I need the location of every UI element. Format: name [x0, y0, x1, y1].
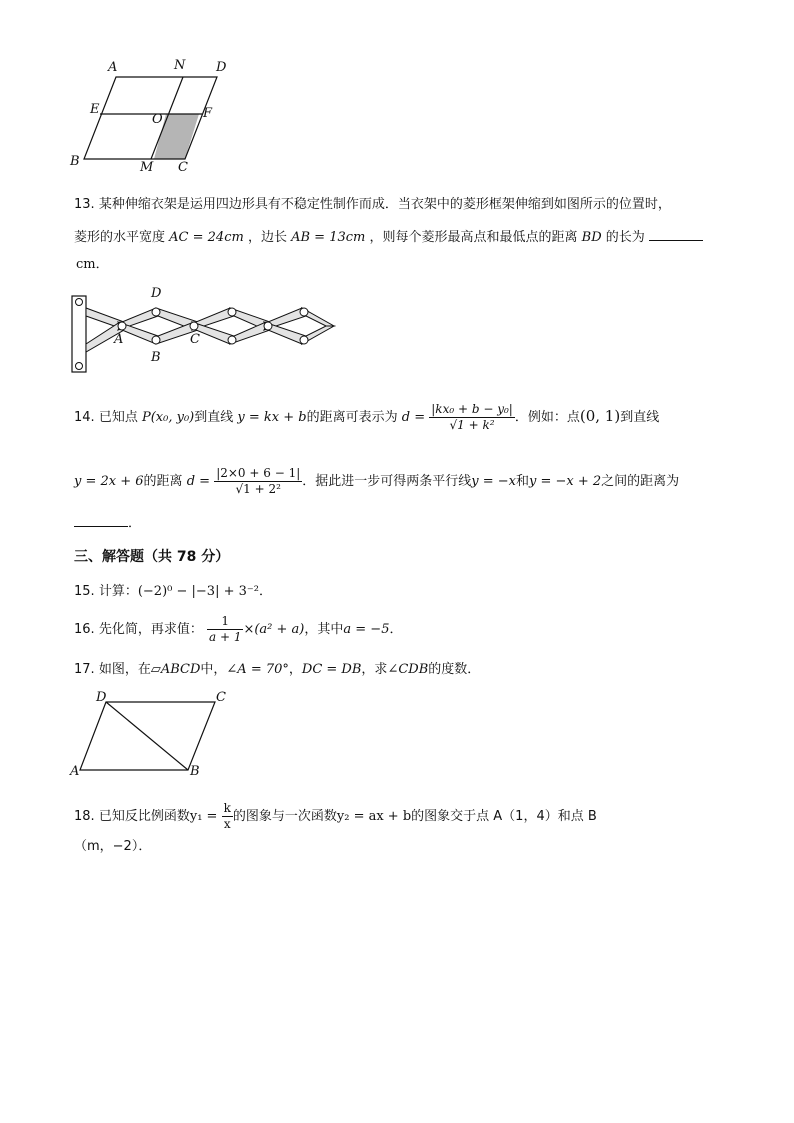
- q13-text-2a: 菱形的水平宽度: [74, 230, 166, 245]
- q16-number: 16.: [74, 622, 95, 637]
- label-m: M: [140, 160, 154, 175]
- abcd-label-d: D: [96, 690, 107, 705]
- q16-text: 先化简，再求值：: [98, 622, 203, 637]
- q17-ask-angle: ∠CDB: [387, 662, 429, 677]
- q14-example-point: (0, 1): [579, 407, 621, 425]
- q13-answer-blank[interactable]: [649, 228, 703, 241]
- q13-unit: cm．: [76, 257, 109, 272]
- q18-y2: y₂ = ax + b: [336, 809, 412, 824]
- q17-equality: DC = DB: [301, 662, 362, 677]
- q14-text-4: ．例如：点: [514, 410, 580, 425]
- hanger-label-a: A: [114, 332, 124, 347]
- q13-text-1: 某种伸缩衣架是运用四边形具有不稳定性制作而成．当衣架中的菱形框架伸缩到如图所示的位置时，: [98, 197, 671, 212]
- q14-text-3: 的距离可表示为: [306, 410, 398, 425]
- q18-text-2: 的图象与一次函数: [232, 809, 337, 824]
- q14-text-7: ．据此进一步可得两条平行线: [302, 474, 472, 489]
- q13-bd: BD: [581, 230, 602, 245]
- q14-line1: [74, 402, 659, 433]
- q15-end: ．: [258, 584, 272, 599]
- q14-formula-denominator: √1 + k²: [449, 418, 495, 432]
- q14-d2: d =: [186, 474, 211, 489]
- q16-end: ．: [389, 622, 403, 637]
- q14-text-9: 之间的距离为: [601, 474, 680, 489]
- q13-text-2c: ，则每个菱形最高点和最低点的距离: [369, 230, 578, 245]
- q14-example-denominator: √1 + 2²: [235, 482, 281, 496]
- q14-text-2: 到直线: [194, 410, 234, 425]
- q17: [74, 661, 480, 679]
- q15-text: 计算：: [98, 584, 138, 599]
- abcd-label-b: B: [190, 764, 200, 779]
- q17-text-3: ，求: [361, 662, 388, 677]
- q14-example-formula: [214, 466, 302, 497]
- q16-fraction-denominator: a + 1: [208, 630, 242, 644]
- q13-number: 13.: [74, 197, 95, 212]
- q14-text-5: 到直线: [620, 410, 660, 425]
- q13-text-2d: 的长为: [605, 230, 645, 245]
- q13-line2: [74, 228, 703, 247]
- label-f: F: [203, 106, 213, 121]
- label-a: A: [108, 60, 118, 75]
- q14-example-line: y = 2x + 6: [74, 474, 144, 489]
- q18-fraction-k: k: [223, 801, 231, 815]
- q15: [74, 583, 272, 601]
- hanger-label-b: B: [151, 350, 161, 365]
- figure-hanger: [70, 286, 350, 382]
- q14-distance-formula: [429, 402, 515, 433]
- q18-line1: [74, 801, 597, 832]
- figure-parallelogram-aoc: [70, 58, 240, 176]
- q18-text-1: 已知反比例函数: [98, 809, 190, 824]
- q18-text-3: 的图象交于点 A（1，4）和点 B: [411, 809, 597, 824]
- q16-fraction: [207, 614, 243, 645]
- q16-text-2: ，其中: [304, 622, 344, 637]
- q14-number: 14.: [74, 410, 95, 425]
- abcd-diagram: [70, 692, 240, 782]
- q18-point-b: （m，−2）．: [74, 839, 152, 854]
- q14-parallel-line-1: y = −x: [471, 474, 516, 489]
- q17-text-2: 中，: [200, 662, 227, 677]
- q14-answer-blank[interactable]: [74, 514, 128, 527]
- label-n: N: [174, 58, 186, 73]
- q14-text-6: 的距离: [143, 474, 183, 489]
- hanger-label-d: D: [151, 286, 162, 301]
- q13-ac: AC = 24cm: [169, 230, 244, 245]
- q18-line2: [74, 838, 151, 856]
- q15-expression: (−2)⁰ − |−3| + 3⁻²: [137, 584, 259, 599]
- q14-example-numerator: |2×0 + 6 − 1|: [216, 466, 301, 480]
- diagonal-db: [106, 702, 188, 770]
- q14-parallel-line-2: y = −x + 2: [529, 474, 602, 489]
- hanger-diagram: [70, 286, 350, 382]
- q16-expression: ×(a² + a): [243, 622, 305, 637]
- q16: [74, 614, 402, 645]
- q18-fraction-x: x: [223, 817, 231, 831]
- q17-abcd: ABCD: [160, 662, 201, 677]
- q18-fraction: [222, 801, 233, 832]
- q17-number: 17.: [74, 662, 95, 677]
- q17-sep: ，: [288, 662, 302, 677]
- label-o: O: [152, 112, 163, 127]
- label-b: B: [70, 154, 80, 169]
- q14-line-eq: y = kx + b: [237, 410, 307, 425]
- abcd-label-c: C: [216, 690, 226, 705]
- q14-line2: [74, 466, 679, 497]
- q17-text-4: 的度数．: [428, 662, 481, 677]
- q16-fraction-numerator: 1: [207, 614, 243, 630]
- q17-angle: ∠A = 70°: [226, 662, 289, 677]
- q13-ab: AB = 13cm: [291, 230, 366, 245]
- q14-formula-numerator: |kx₀ + b − y₀|: [431, 402, 513, 416]
- q14-d: d =: [401, 410, 426, 425]
- q13-text-2b: ，边长: [247, 230, 287, 245]
- q17-text: 如图，在▱: [98, 662, 161, 677]
- q14-line3: [74, 514, 141, 533]
- label-c: C: [178, 160, 188, 175]
- figure-parallelogram-abcd: [70, 692, 240, 782]
- q14-text-1: 已知点: [98, 410, 138, 425]
- q18-number: 18.: [74, 809, 95, 824]
- section-3-heading: 三、解答题（共 78 分）: [74, 549, 230, 565]
- q18-y1: y₁ =: [189, 809, 218, 824]
- q13-line3: [76, 256, 109, 274]
- q14-end: ．: [128, 516, 142, 531]
- q16-condition: a = −5: [343, 622, 390, 637]
- label-e: E: [90, 102, 100, 117]
- q13-line1: [74, 196, 671, 214]
- hanger-label-c: C: [190, 332, 200, 347]
- wall-bracket: [72, 296, 86, 372]
- q15-number: 15.: [74, 584, 95, 599]
- abcd-label-a: A: [70, 764, 80, 779]
- q14-point-p: P(x₀, y₀): [141, 410, 195, 425]
- q14-text-8: 和: [516, 474, 530, 489]
- label-d: D: [216, 60, 227, 75]
